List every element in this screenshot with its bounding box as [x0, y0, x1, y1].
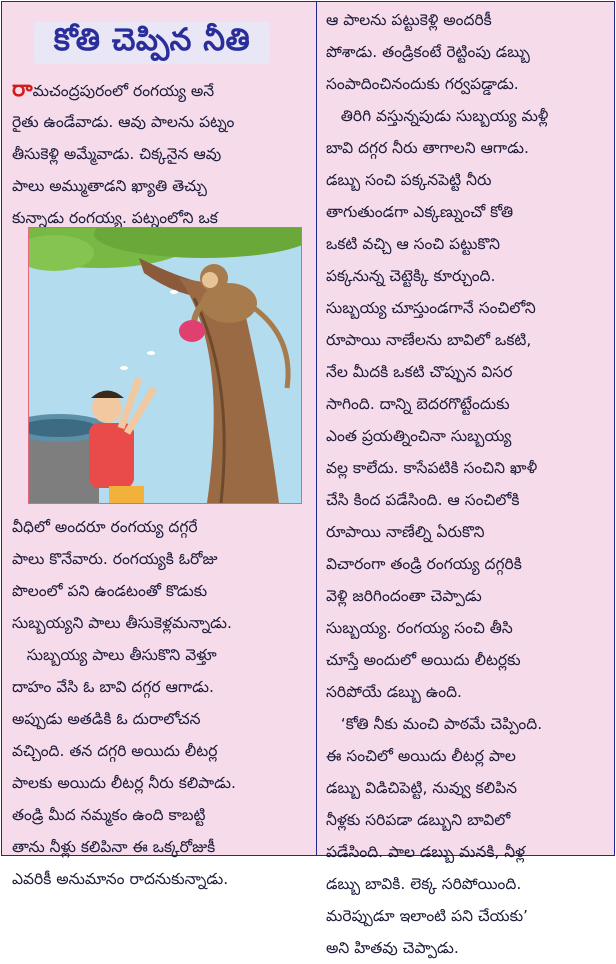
story-line: సుబ్బయ్య పాలు తీసుకొని వెళ్తూ [12, 646, 217, 664]
story-line: ఈ సంచిలో అయిదు లీటర్ల పాల [326, 747, 516, 765]
story-line: వచ్చింది. తన దగ్గరి అయిదు లీటర్ల [12, 742, 218, 760]
column-divider [316, 2, 317, 855]
coin-icon [170, 290, 178, 294]
intro-paragraph [12, 74, 310, 234]
story-line: అని హితవు చెప్పాడు. [326, 939, 459, 957]
right-column-paragraph [326, 4, 612, 964]
story-line: సంపాదించినందుకు గర్వపడ్డాడు. [326, 75, 519, 93]
money-bag-icon [179, 320, 205, 342]
story-line: వీధిలో అందరూ రంగయ్య దగ్గరే [12, 518, 198, 536]
story-line: చూస్తే అందులో అయిదు లీటర్లకు [326, 651, 521, 669]
story-line: డబ్బు విడిచిపెట్టి, నువ్వు కలిపిన [326, 779, 517, 797]
story-line: దాహం వేసి ఓ బావి దగ్గర ఆగాడు. [12, 678, 214, 696]
story-line: అప్పుడు అతడికి ఓ దురాలోచన [12, 710, 201, 728]
intro-line: రైతు ఉండేవాడు. ఆవు పాలను పట్నం [12, 113, 235, 131]
story-line: పోశాడు. తండ్రికంటే రెట్టింపు డబ్బు [326, 43, 530, 61]
story-line: సరిపోయే డబ్బు ఉంది. [326, 683, 462, 701]
story-line: డబ్బు బావికి. లెక్క సరిపోయింది. [326, 875, 522, 893]
intro-line: తీసుకెళ్లి అమ్మేవాడు. చిక్కనైన ఆవు [12, 145, 222, 163]
story-line: తిరిగి వస్తున్నపుడు సుబ్బయ్య మళ్లీ [326, 107, 549, 125]
coin-icon [147, 351, 155, 355]
illustration-drawing [29, 228, 301, 503]
story-line: సుబ్బయ్య. రంగయ్య సంచి తీసి [326, 619, 513, 637]
story-line: బావి దగ్గర నీరు తాగాలని ఆగాడు. [326, 139, 529, 157]
story-line: ‘కోతి నీకు మంచి పాఠమే చెప్పింది. [326, 715, 543, 733]
story-title: కోతి చెప్పిన నీతి [53, 21, 251, 58]
drop-cap: రా [12, 77, 33, 102]
story-line: ఎంత ప్రయత్నించినా సుబ్బయ్య [326, 427, 512, 445]
story-line: వల్ల కాలేదు. కాసేపటికి సంచిని ఖాళీ [326, 459, 538, 477]
left-bottom-paragraph [12, 511, 310, 895]
story-line: పొలంలో పని ఉండటంతో కొడుకు [12, 582, 208, 600]
story-line: పడేసింది. పాల డబ్బు మనకి, నీళ్ల [326, 843, 526, 861]
title-box [34, 22, 270, 64]
intro-line: పాలు అమ్ముతాడని ఖ్యాతి తెచ్చు [12, 177, 207, 195]
story-line: డబ్బు సంచి పక్కనపెట్టి నీరు [326, 171, 492, 189]
story-line: రూపాయి నాణేల్ని ఏరుకొని [326, 523, 485, 541]
story-line: నేల మీదకి ఒకటి చొప్పున విసర [326, 363, 513, 381]
story-line: తాగుతుండగా ఎక్కణ్నుంచో కోతి [326, 203, 514, 221]
story-page [1, 1, 615, 957]
story-line: మరెప్పుడూ ఇలాంటి పని చేయకు’ [326, 907, 528, 925]
story-line: నీళ్లకు సరిపడా డబ్బుని బావిలో [326, 811, 511, 829]
story-line: సుబ్బయ్యని పాలు తీసుకెళ్లమన్నాడు. [12, 614, 232, 632]
intro-line: కున్నాడు రంగయ్య. పట్నంలోని ఒక [12, 209, 218, 227]
story-line: పాలు కొనేవారు. రంగయ్యకి ఓరోజు [12, 550, 218, 568]
story-line: తాను నీళ్లు కలిపినా ఈ ఒక్కరోజుకీ [12, 838, 216, 856]
story-line: సుబ్బయ్య చూస్తుండగానే సంచిలోని [326, 299, 536, 317]
story-line: పక్కనున్న చెట్టెక్కి కూర్చుంది. [326, 267, 496, 285]
story-illustration [28, 227, 302, 504]
story-line: ఒకటి వచ్చి ఆ సంచి పట్టుకొని [326, 235, 500, 253]
story-line: తండ్రి మీద నమ్మకం ఉంది కాబట్టి [12, 806, 206, 824]
story-line: ఆ పాలను పట్టుకెళ్లి అందరికీ [326, 11, 492, 29]
story-line: వెళ్లి జరిగిందంతా చెప్పాడు [326, 587, 482, 605]
intro-first-line-text: మచంద్రపురంలో రంగయ్య అనే [32, 82, 215, 100]
intro-first-line [12, 74, 310, 106]
coin-icon [120, 366, 128, 370]
story-line: ఎవరికీ అనుమానం రాదనుకున్నాడు. [12, 870, 229, 888]
story-line: పాలకు అయిదు లీటర్ల నీరు కలిపాడు. [12, 774, 236, 792]
story-line: చేసి కింద పడేసింది. ఆ సంచిలోకి [326, 491, 520, 509]
story-line: రూపాయి నాణేలను బావిలో ఒకటి, [326, 331, 532, 349]
story-line: విచారంగా తండ్రి రంగయ్య దగ్గరికి [326, 555, 522, 573]
story-line: సాగింది. దాన్ని బెదరగొట్టేందుకు [326, 395, 510, 413]
